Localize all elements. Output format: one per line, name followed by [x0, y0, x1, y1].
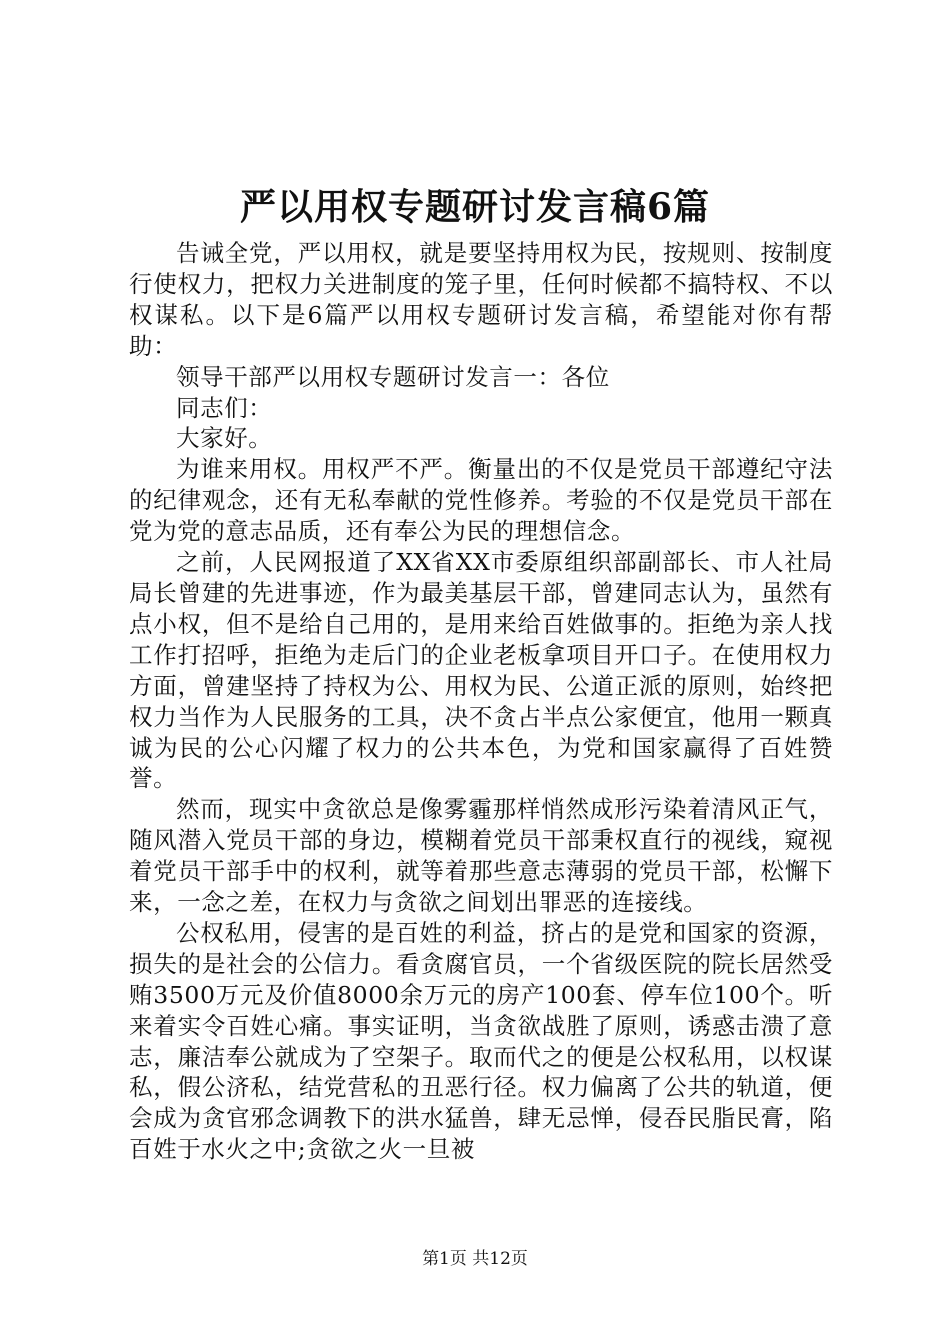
paragraph-salutation: 同志们： — [176, 393, 273, 422]
paragraph-body-4: 公权私用，侵害的是百姓的利益，挤占的是党和国家的资源，损失的是社会的公信力。看贪腐官员，一个省级医院的院长居然受贿3500万元及价值8000余万元的房产100套、停车位100个。听来着实令百姓心痛。事实证明，当贪欲战胜了原则，诱惑击溃了意志，廉洁奉公就成为了空架子。取而代之的便是公权私用，以权谋私，假公济私，结党营私的丑恶行径。权力偏离了公共的轨道，便会成为贪官邪念调教下的洪水猛兽，肆无忌惮，侵吞民脂民膏，陷百姓于水火之中;贪欲之火一旦被 — [129, 918, 833, 1164]
paragraph-speech-heading: 领导干部严以用权专题研讨发言一：各位 — [176, 362, 610, 391]
document-body — [129, 238, 833, 1165]
paragraph-body-3: 然而，现实中贪欲总是像雾霾那样悄然成形污染着清风正气，随风潜入党员干部的身边，模糊着党员干部秉权直行的视线，窥视着党员干部手中的权利，就等着那些意志薄弱的党员干部，松懈下来，一念之差，在权力与贪欲之间划出罪恶的连接线。 — [129, 795, 833, 917]
paragraph-body-2: 之前，人民网报道了XX省XX市委原组织部副部长、市人社局局长曾建的先进事迹，作为最美基层干部，曾建同志认为，虽然有点小权，但不是给自己用的，是用来给百姓做事的。拒绝为亲人找工作打招呼，拒绝为走后门的企业老板拿项目开口子。在使用权力方面，曾建坚持了持权为公、用权为民、公道正派的原则，始终把权力当作为人民服务的工具，决不贪占半点公家便宜，他用一颗真诚为民的公心闪耀了权力的公共本色，为党和国家赢得了百姓赞誉。 — [129, 548, 833, 793]
paragraph-body-1: 为谁来用权。用权严不严。衡量出的不仅是党员干部遵纪守法的纪律观念，还有无私奉献的党性修养。考验的不仅是党员干部在党为党的意志品质，还有奉公为民的理想信念。 — [129, 455, 833, 546]
paragraph-intro: 告诫全党，严以用权，就是要坚持用权为民，按规则、按制度行使权力，把权力关进制度的笼子里，任何时候都不搞特权、不以权谋私。以下是6篇严以用权专题研讨发言稿，希望能对你有帮助： — [129, 239, 833, 360]
paragraph-greeting: 大家好。 — [176, 424, 273, 453]
page-number-footer: 第1页 共12页 — [422, 1249, 528, 1269]
document-title: 严以用权专题研讨发言稿6篇 — [239, 186, 711, 228]
